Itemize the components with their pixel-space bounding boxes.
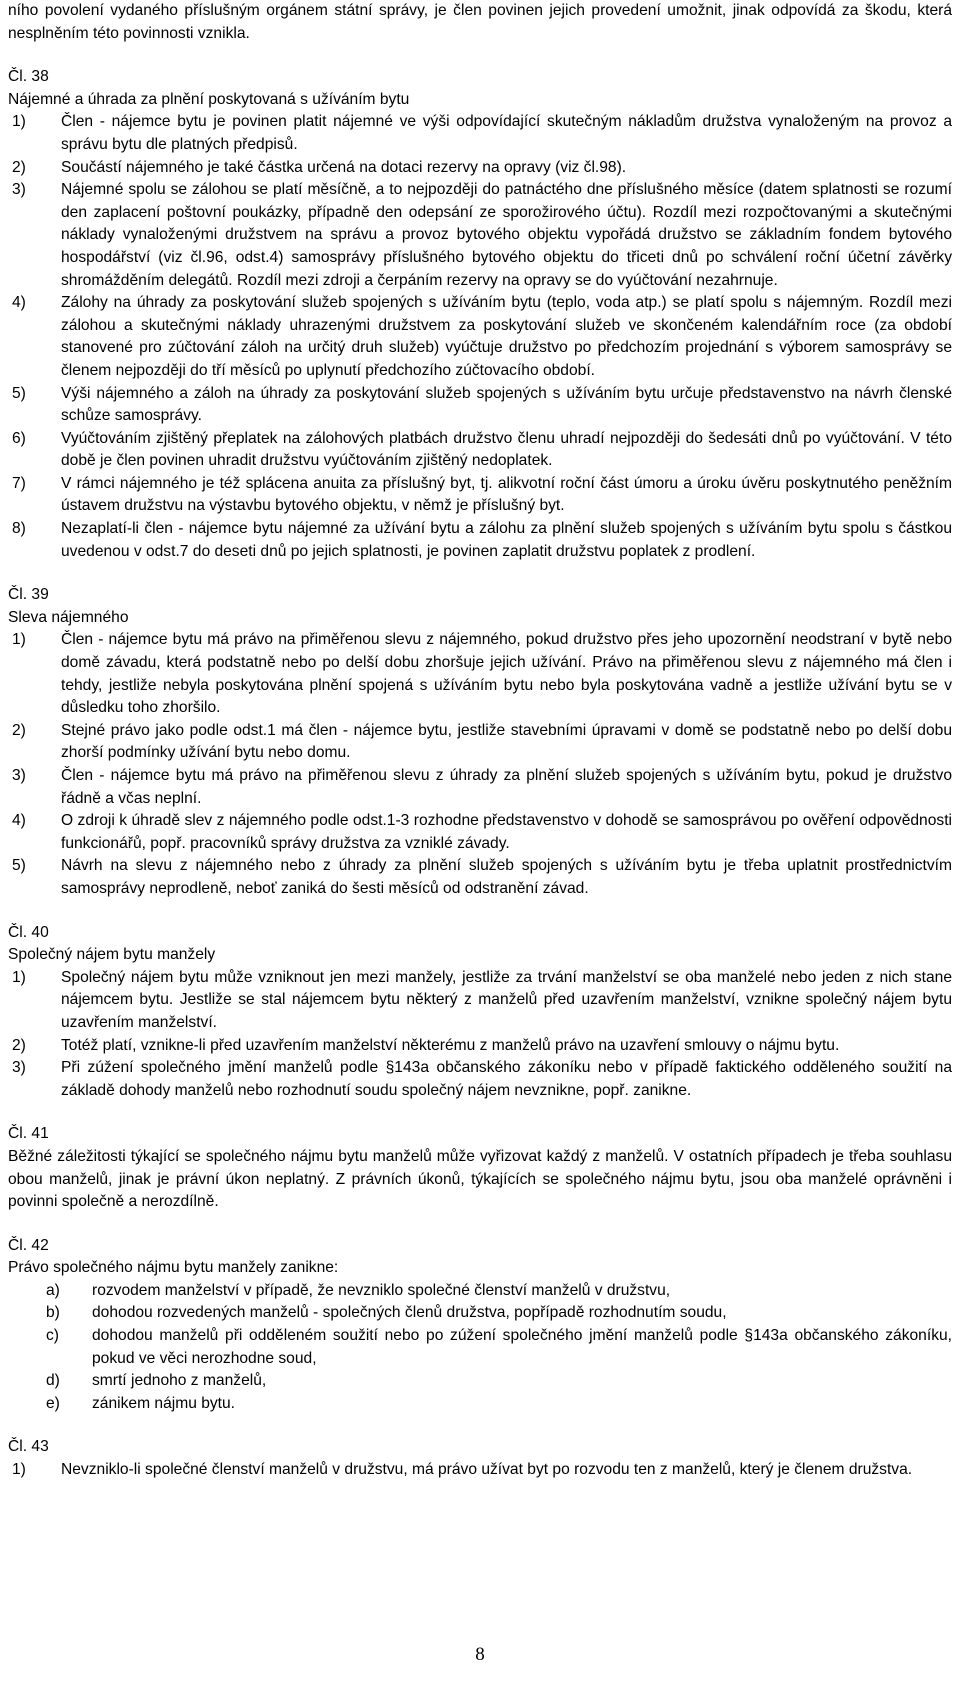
list-item — [8, 111, 952, 156]
article-heading: Čl. 40 — [8, 923, 49, 941]
spacer — [8, 563, 952, 584]
item-text: dohodou manželů při odděleném soužití nebo po zúžení společného jmění manželů podle §143a občanského zákoníku, pokud ve věci nerozhodne soud, — [92, 1327, 952, 1367]
item-letter: d) — [46, 1372, 60, 1390]
article-title: Právo společného nájmu bytu manžely zanikne: — [8, 1259, 339, 1277]
item-number: 6) — [12, 429, 26, 447]
page-number: 8 — [475, 1644, 485, 1665]
article-heading: Čl. 41 — [8, 1125, 49, 1143]
item-number: 5) — [12, 384, 26, 402]
list-item — [8, 292, 952, 382]
item-text: Člen - nájemce bytu má právo na přiměřenou slevu z nájemného, pokud družstvo přes jeho upozornění neodstraní v bytě nebo domě závadu, která podstatně nebo po delší dobu zhoršuje jejich užívání. Právo na přiměřenou slevu z nájemného má člen i tehdy, jestliže nebyla poskytována plnění spojená s užíváním bytu nebo byla poskytována vadně a jestliže užívání bytu se v důsledku toho zhoršilo. — [61, 631, 952, 717]
article-title: Nájemné a úhrada za plnění poskytovaná s užíváním bytu — [8, 90, 410, 108]
list-item — [8, 855, 952, 900]
item-number: 2) — [12, 721, 26, 739]
list-item — [8, 765, 952, 810]
item-number: 1) — [12, 1461, 26, 1479]
item-text: Vyúčtováním zjištěný přeplatek na zálohových platbách družstvo členu uhradí nejpozději do šedesáti dnů po vyúčtování. V této době je člen povinen uhradit družstvu vyúčtováním zjištěný nedoplatek. — [61, 429, 952, 470]
article-heading: Čl. 39 — [8, 586, 49, 604]
intro-paragraph: ního povolení vydaného příslušným orgánem státní správy, je člen povinen jejich provedení umožnit, jinak odpovídá za škodu, která nesplněním této povinnosti vznikla. — [8, 2, 952, 42]
list-item — [8, 473, 952, 518]
item-text: zánikem nájmu bytu. — [92, 1394, 236, 1412]
list-item — [8, 157, 952, 180]
article-41 — [8, 1123, 952, 1213]
item-letter: e) — [46, 1394, 60, 1412]
list-item — [8, 1393, 952, 1416]
item-text: Zálohy na úhrady za poskytování služeb spojených s užíváním bytu (teplo, voda atp.) se platí spolu s nájemným. Rozdíl mezi zálohou a skutečnými náklady uhrazenými družstvem za poskytování služeb ve skončeném kalendářním roce (za období stanovené pro zúčtování záloh na určitý druh služeb) vyúčtuje družstvo po předchozím projednání s výborem samosprávy se členem nejpozději do tří měsíců po uplynutí předchozího zúčtovacího období. — [61, 294, 952, 379]
article-title: Sleva nájemného — [8, 608, 129, 626]
item-text: rozvodem manželství v případě, že nevzniklo společné členství manželů v družstvu, — [92, 1281, 671, 1299]
list-item — [8, 720, 952, 765]
list-item — [8, 629, 952, 719]
spacer — [8, 901, 952, 922]
article-39 — [8, 584, 952, 900]
item-number: 1) — [12, 968, 26, 986]
list-item — [8, 810, 952, 855]
item-text: Návrh na slevu z nájemného nebo z úhrady za plnění služeb spojených s užíváním bytu je třeba uplatnit prostřednictvím samosprávy neprodleně, neboť zaniká do šesti měsíců od odstranění závad. — [61, 857, 952, 897]
article-40 — [8, 922, 952, 1103]
list-item — [8, 1325, 952, 1370]
item-text: V rámci nájemného je též splácena anuita za příslušný byt, tj. alikvotní roční část úmoru a úroku úvěru poskytnutého peněžním ústavem družstvu na výstavbu bytového objektu, v němž je příslušný byt. — [61, 474, 952, 515]
item-text: Totéž platí, vznikne-li před uzavřením manželství některému z manželů právo na uzavření smlouvy o nájmu bytu. — [61, 1036, 840, 1054]
spacer — [8, 1415, 952, 1436]
item-letter: a) — [46, 1281, 60, 1299]
item-text: Společný nájem bytu může vzniknout jen mezi manžely, jestliže za trvání manželství se oba manželé nebo jeden z nich stane nájemcem bytu. Jestliže se stal nájemcem bytu některý z manželů před uzavřením manželství, vznikne společný nájem bytu uzavřením manželství. — [61, 968, 952, 1031]
list-item — [8, 1459, 952, 1482]
list-item — [8, 967, 952, 1035]
item-number: 1) — [12, 631, 26, 649]
item-number: 4) — [12, 294, 26, 312]
item-text: Nájemné spolu se zálohou se platí měsíčně, a to nejpozději do patnáctého dne příslušného měsíce (datem splatnosti se rozumí den zaplacení poštovní poukázky, případně den odepsání ze sporožirového účtu). Rozdíl mezi rozpočtovanými a skutečnými náklady vynaloženými družstvem na správu a provoz bytového objektu vypořádá družstvo se základním fondem bytového hospodářství (viz čl.96, odst.4) samosprávy příslušného bytového objektu do třiceti dnů po schválení roční účetní závěrky shromážděním delegátů. Rozdíl mezi zdroji a čerpáním rezervy na opravy se do vyúčtování nezahrnuje. — [61, 181, 952, 289]
item-number: 8) — [12, 520, 26, 538]
item-number: 3) — [12, 767, 26, 784]
list-item — [8, 1057, 952, 1102]
article-43 — [8, 1436, 952, 1481]
list-item — [8, 428, 952, 473]
item-letter: b) — [46, 1304, 60, 1322]
item-text: Součástí nájemného je také částka určená na dotaci rezervy na opravy (viz čl.98). — [61, 158, 627, 176]
spacer — [8, 1102, 952, 1123]
article-heading: Čl. 42 — [8, 1236, 49, 1254]
item-text: dohodou rozvedených manželů - společných členů družstva, popřípadě rozhodnutím soudu, — [92, 1304, 727, 1322]
article-heading: Čl. 43 — [8, 1438, 49, 1456]
item-text: Stejné právo jako podle odst.1 má člen - nájemce bytu, jestliže stavebními úpravami v domě se podstatně nebo po delší dobu zhorší podmínky užívání bytu nebo domu. — [61, 721, 952, 762]
list-item — [8, 1370, 952, 1393]
item-text: Nezaplatí-li člen - nájemce bytu nájemné za užívání bytu a zálohu za plnění služeb spojených s užíváním bytu spolu s částkou uvedenou v odst.7 do deseti dnů po jejich splatnosti, je povinen zaplatit družstvu poplatek z prodlení. — [61, 520, 952, 560]
article-38 — [8, 66, 952, 563]
list-item — [8, 518, 952, 563]
list-item — [8, 179, 952, 292]
article-42 — [8, 1235, 952, 1416]
item-text: Člen - nájemce bytu má právo na přiměřenou slevu z úhrady za plnění služeb spojených s užíváním bytu, pokud je družstvo řádně a včas neplní. — [61, 767, 952, 807]
item-number: 1) — [12, 113, 26, 131]
article-heading: Čl. 38 — [8, 68, 49, 86]
item-text: Člen - nájemce bytu je povinen platit nájemné ve výši odpovídající skutečným nákladům družstva vynaloženým na provoz a správu bytu dle platných předpisů. — [61, 113, 952, 153]
item-number: 5) — [12, 857, 26, 875]
item-number: 2) — [12, 158, 26, 176]
item-text: smrtí jednoho z manželů, — [92, 1372, 267, 1390]
list-item — [8, 383, 952, 428]
item-text: Výši nájemného a záloh na úhrady za poskytování služeb spojených s užíváním bytu určuje představenstvo na návrh členské schůze samosprávy. — [61, 384, 952, 425]
item-text: Při zúžení společného jmění manželů podle §143a občanského zákoníku nebo v případě faktického odděleného soužití na základě dohody manželů nebo rozhodnutí soudu společný nájem nevznikne, popř. zanikne. — [61, 1059, 952, 1099]
item-number: 3) — [12, 1059, 26, 1077]
spacer — [8, 1214, 952, 1235]
list-item — [8, 1035, 952, 1058]
item-number: 4) — [12, 812, 26, 830]
item-letter: c) — [46, 1327, 59, 1345]
item-number: 3) — [12, 181, 26, 199]
item-number: 2) — [12, 1036, 26, 1054]
item-text: Nevzniklo-li společné členství manželů v družstvu, má právo užívat byt po rozvodu ten z manželů, který je členem družstva. — [61, 1461, 913, 1479]
article-title: Společný nájem bytu manžely — [8, 946, 216, 964]
spacer — [8, 45, 952, 66]
list-item — [8, 1302, 952, 1325]
list-item — [8, 1280, 952, 1303]
item-text: O zdroji k úhradě slev z nájemného podle odst.1-3 rozhodne představenstvo v dohodě se samosprávou po ověření odpovědnosti funkcionářů, popř. pracovníků správy družstva za vzniklé závady. — [61, 812, 952, 852]
item-number: 7) — [12, 474, 26, 492]
article-paragraph: Běžné záležitosti týkající se společného nájmu bytu manželů může vyřizovat každý z manželů. V ostatních případech je třeba souhlasu obou manželů, jinak je právní úkon neplatný. Z právních úkonů, týkajících se společného nájmu bytu, jsou oba manželé oprávněni i povinni společně a nerozdílně. — [8, 1147, 952, 1211]
